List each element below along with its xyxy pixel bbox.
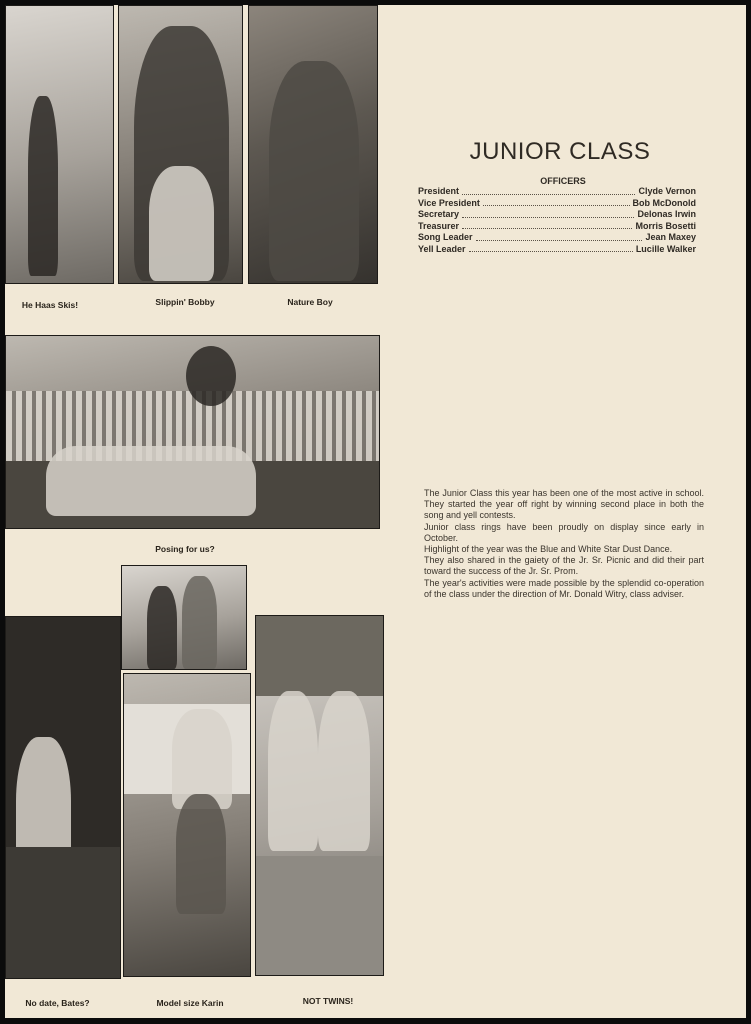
photo-posing bbox=[5, 335, 380, 529]
caption-nature: Nature Boy bbox=[287, 297, 333, 307]
officer-row bbox=[418, 198, 696, 210]
officer-name: Morris Bosetti bbox=[635, 220, 696, 231]
yearbook-page bbox=[5, 5, 746, 1018]
officer-role: Vice President bbox=[418, 197, 480, 208]
officer-name: Clyde Vernon bbox=[638, 186, 696, 196]
officer-role: Yell Leader bbox=[418, 243, 466, 254]
officer-name: Delonas Irwin bbox=[637, 209, 696, 219]
summary-paragraph: The year's activities were made possible by the splendid co-operation of the class under the direction of Mr. Donald Witry, class adviser. bbox=[424, 577, 704, 599]
officer-row bbox=[418, 209, 696, 221]
officer-row bbox=[418, 232, 696, 244]
summary-paragraph: Highlight of the year was the Blue and White Star Dust Dance. bbox=[424, 544, 673, 555]
photo-model-karin bbox=[123, 673, 251, 977]
officer-row bbox=[418, 221, 696, 233]
summary-paragraph: Junior class rings have been proudly on display since early in October. bbox=[424, 521, 704, 543]
officer-name: Bob McDonold bbox=[632, 197, 696, 208]
caption-posing: Posing for us? bbox=[155, 544, 215, 554]
photo-no-date-bates bbox=[5, 616, 121, 979]
officer-role: Secretary bbox=[418, 209, 460, 219]
caption-model: Model size Karin bbox=[156, 998, 224, 1008]
officers-list bbox=[418, 186, 696, 255]
officer-role: President bbox=[418, 186, 460, 196]
officer-row bbox=[418, 244, 696, 256]
photo-nature-boy bbox=[248, 5, 378, 284]
caption-no-date: No date, Bates? bbox=[25, 998, 90, 1008]
class-summary bbox=[424, 488, 704, 600]
officer-name: Lucille Walker bbox=[635, 243, 696, 254]
officers-heading: OFFICERS bbox=[540, 176, 586, 186]
photo-not-twins bbox=[255, 615, 384, 976]
officer-role: Treasurer bbox=[418, 220, 460, 231]
caption-twins: NOT TWINS! bbox=[302, 996, 354, 1006]
caption-bobby: Slippin' Bobby bbox=[155, 297, 215, 307]
summary-paragraph: They also shared in the gaiety of the Jr. Sr. Picnic and did their part toward the success of the Jr. Sr. Prom. bbox=[424, 555, 704, 577]
photo-couple-small bbox=[121, 565, 247, 670]
page-title: JUNIOR CLASS bbox=[469, 138, 651, 165]
caption-skis: He Haas Skis! bbox=[21, 300, 79, 310]
summary-paragraph: The Junior Class this year has been one of the most active in school. They started the year off right by winning second place in both the song and yell contests. bbox=[424, 488, 704, 521]
photo-skier bbox=[5, 5, 114, 284]
officer-name: Jean Maxey bbox=[645, 232, 696, 242]
officer-row bbox=[418, 186, 696, 198]
officer-role: Song Leader bbox=[418, 232, 473, 242]
photo-slippin-bobby bbox=[118, 5, 243, 284]
